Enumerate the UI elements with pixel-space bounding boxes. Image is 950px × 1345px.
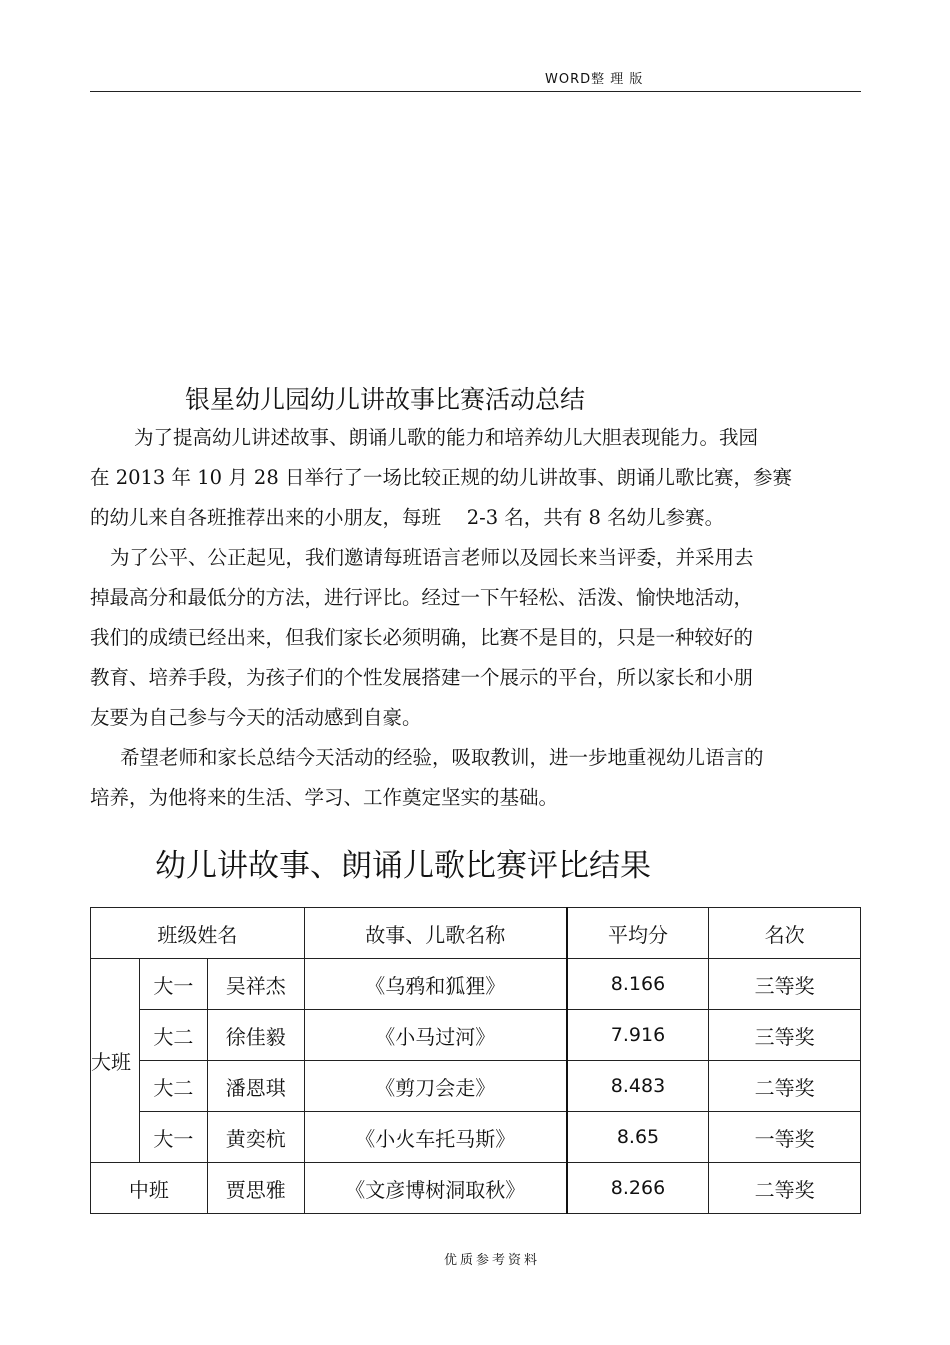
paragraph-line: 希望老师和家长总结今天活动的经验，吸取教训，进一步地重视幼儿语言的 xyxy=(120,746,764,769)
paragraph-2 xyxy=(90,538,850,738)
header-work: 故事、儿歌名称 xyxy=(304,908,567,959)
paragraph-line: 友要为自己参与今天的活动感到自豪。 xyxy=(90,706,422,729)
cell-rank: 二等奖 xyxy=(709,1061,861,1112)
paragraph-3 xyxy=(90,738,850,818)
paragraph-line: 教育、培养手段，为孩子们的个性发展搭建一个展示的平台，所以家长和小朋 xyxy=(90,666,754,689)
paragraph-line: 培养，为他将来的生活、学习、工作奠定坚实的基础。 xyxy=(90,786,559,809)
paragraph-line: 的幼儿来自各班推荐出来的小朋友，每班 2-3 名，共有 8 名幼儿参赛。 xyxy=(90,506,725,529)
table-header-row xyxy=(91,908,861,959)
page-header: WORD整 理 版 xyxy=(545,72,644,87)
paragraph-line: 掉最高分和最低分的方法，进行评比。经过一下午轻松、活泼、愉快地活动， xyxy=(90,586,754,609)
big-class-label: 大班 xyxy=(91,959,140,1163)
header-score: 平均分 xyxy=(567,908,709,959)
cell-class: 大一 xyxy=(139,959,207,1010)
paragraph-line: 为了公平、公正起见，我们邀请每班语言老师以及园长来当评委，并采用去 xyxy=(110,546,754,569)
cell-rank: 一等奖 xyxy=(709,1112,861,1163)
paragraph-line: 在 2013 年 10 月 28 日举行了一场比较正规的幼儿讲故事、朗诵儿歌比赛，参赛 xyxy=(90,466,792,489)
table-row xyxy=(91,1010,861,1061)
cell-rank: 二等奖 xyxy=(709,1163,861,1214)
cell-class: 大二 xyxy=(139,1010,207,1061)
results-title: 幼儿讲故事、朗诵儿歌比赛评比结果 xyxy=(155,848,651,884)
header-divider xyxy=(90,91,861,92)
cell-score: 8.266 xyxy=(567,1163,709,1214)
page-footer: 优质参考资料 xyxy=(444,1253,541,1268)
cell-name: 吴祥杰 xyxy=(207,959,304,1010)
cell-rank: 三等奖 xyxy=(709,1010,861,1061)
cell-class: 大一 xyxy=(139,1112,207,1163)
results-table xyxy=(90,907,861,1214)
cell-class: 中班 xyxy=(91,1163,208,1214)
cell-score: 7.916 xyxy=(567,1010,709,1061)
table-row xyxy=(91,1061,861,1112)
cell-work: 《小马过河》 xyxy=(304,1010,567,1061)
cell-name: 徐佳毅 xyxy=(207,1010,304,1061)
cell-work: 《乌鸦和狐狸》 xyxy=(304,959,567,1010)
table-row xyxy=(91,1163,861,1214)
paragraph-line: 我们的成绩已经出来，但我们家长必须明确，比赛不是目的，只是一种较好的 xyxy=(90,626,754,649)
cell-score: 8.483 xyxy=(567,1061,709,1112)
cell-name: 黄奕杭 xyxy=(207,1112,304,1163)
document-title: 银星幼儿园幼儿讲故事比赛活动总结 xyxy=(185,385,586,414)
cell-name: 潘恩琪 xyxy=(207,1061,304,1112)
table-row xyxy=(91,1112,861,1163)
cell-work: 《文彦博树洞取秋》 xyxy=(304,1163,567,1214)
cell-work: 《剪刀会走》 xyxy=(304,1061,567,1112)
cell-score: 8.166 xyxy=(567,959,709,1010)
cell-score: 8.65 xyxy=(567,1112,709,1163)
header-class-name: 班级姓名 xyxy=(91,908,305,959)
paragraph-line: 为了提高幼儿讲述故事、朗诵儿歌的能力和培养幼儿大胆表现能力。我园 xyxy=(134,426,759,449)
header-rank: 名次 xyxy=(709,908,861,959)
cell-class: 大二 xyxy=(139,1061,207,1112)
paragraph-1 xyxy=(90,418,850,538)
table-row xyxy=(91,959,861,1010)
cell-work: 《小火车托马斯》 xyxy=(304,1112,567,1163)
cell-rank: 三等奖 xyxy=(709,959,861,1010)
cell-name: 贾思雅 xyxy=(207,1163,304,1214)
